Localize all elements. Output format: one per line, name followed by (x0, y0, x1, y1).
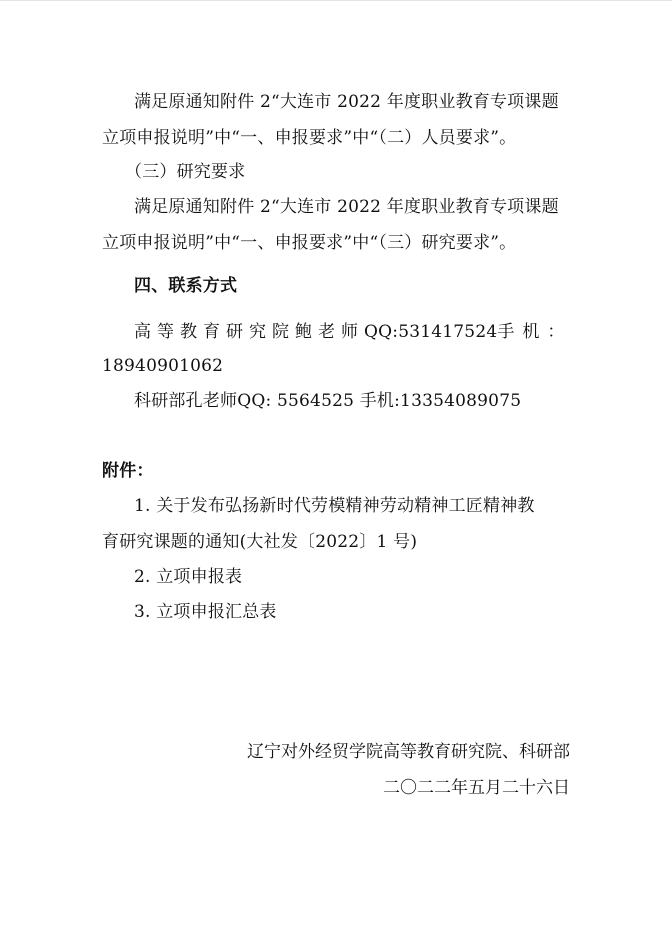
para-personnel-line-2: 立项申报说明”中“一、申报要求”中“（二）人员要求”。 (102, 128, 517, 148)
para-personnel-line-1: 满足原通知附件 2“大连市 2022 年度职业教育专项课题 (134, 92, 559, 112)
contact-1-line (134, 321, 573, 343)
para-research-line-1: 满足原通知附件 2“大连市 2022 年度职业教育专项课题 (134, 197, 559, 217)
contact-1-phone-label: 手机： (497, 322, 573, 342)
attachment-item-1-line-1: 1. 关于发布弘扬新时代劳模精神劳动精神工匠精神教 (134, 496, 535, 516)
attachments-heading: 附件： (102, 461, 154, 481)
attachment-item-2: 2. 立项申报表 (134, 567, 243, 587)
attachment-item-1-line-2: 育研究课题的通知(大社发〔2022〕1 号) (102, 532, 418, 552)
attachment-item-3: 3. 立项申报汇总表 (134, 602, 277, 622)
signature-organization: 辽宁对外经贸学院高等教育研究院、科研部 (247, 742, 570, 762)
section-contact-heading: 四、联系方式 (134, 276, 238, 296)
subheading-research-requirements: （三）研究要求 (125, 162, 246, 182)
signature-date: 二〇二二年五月二十六日 (383, 778, 570, 798)
contact-2-line: 科研部孔老师QQ: 5564525 手机:13354089075 (134, 391, 522, 411)
contact-1-phone-number: 18940901062 (102, 356, 224, 376)
contact-1-qq: QQ:531417524 (364, 322, 498, 342)
para-research-line-2: 立项申报说明”中“一、申报要求”中“（三）研究要求”。 (102, 233, 517, 253)
contact-1-org: 高等教育研究院鲍老师 (134, 322, 364, 342)
